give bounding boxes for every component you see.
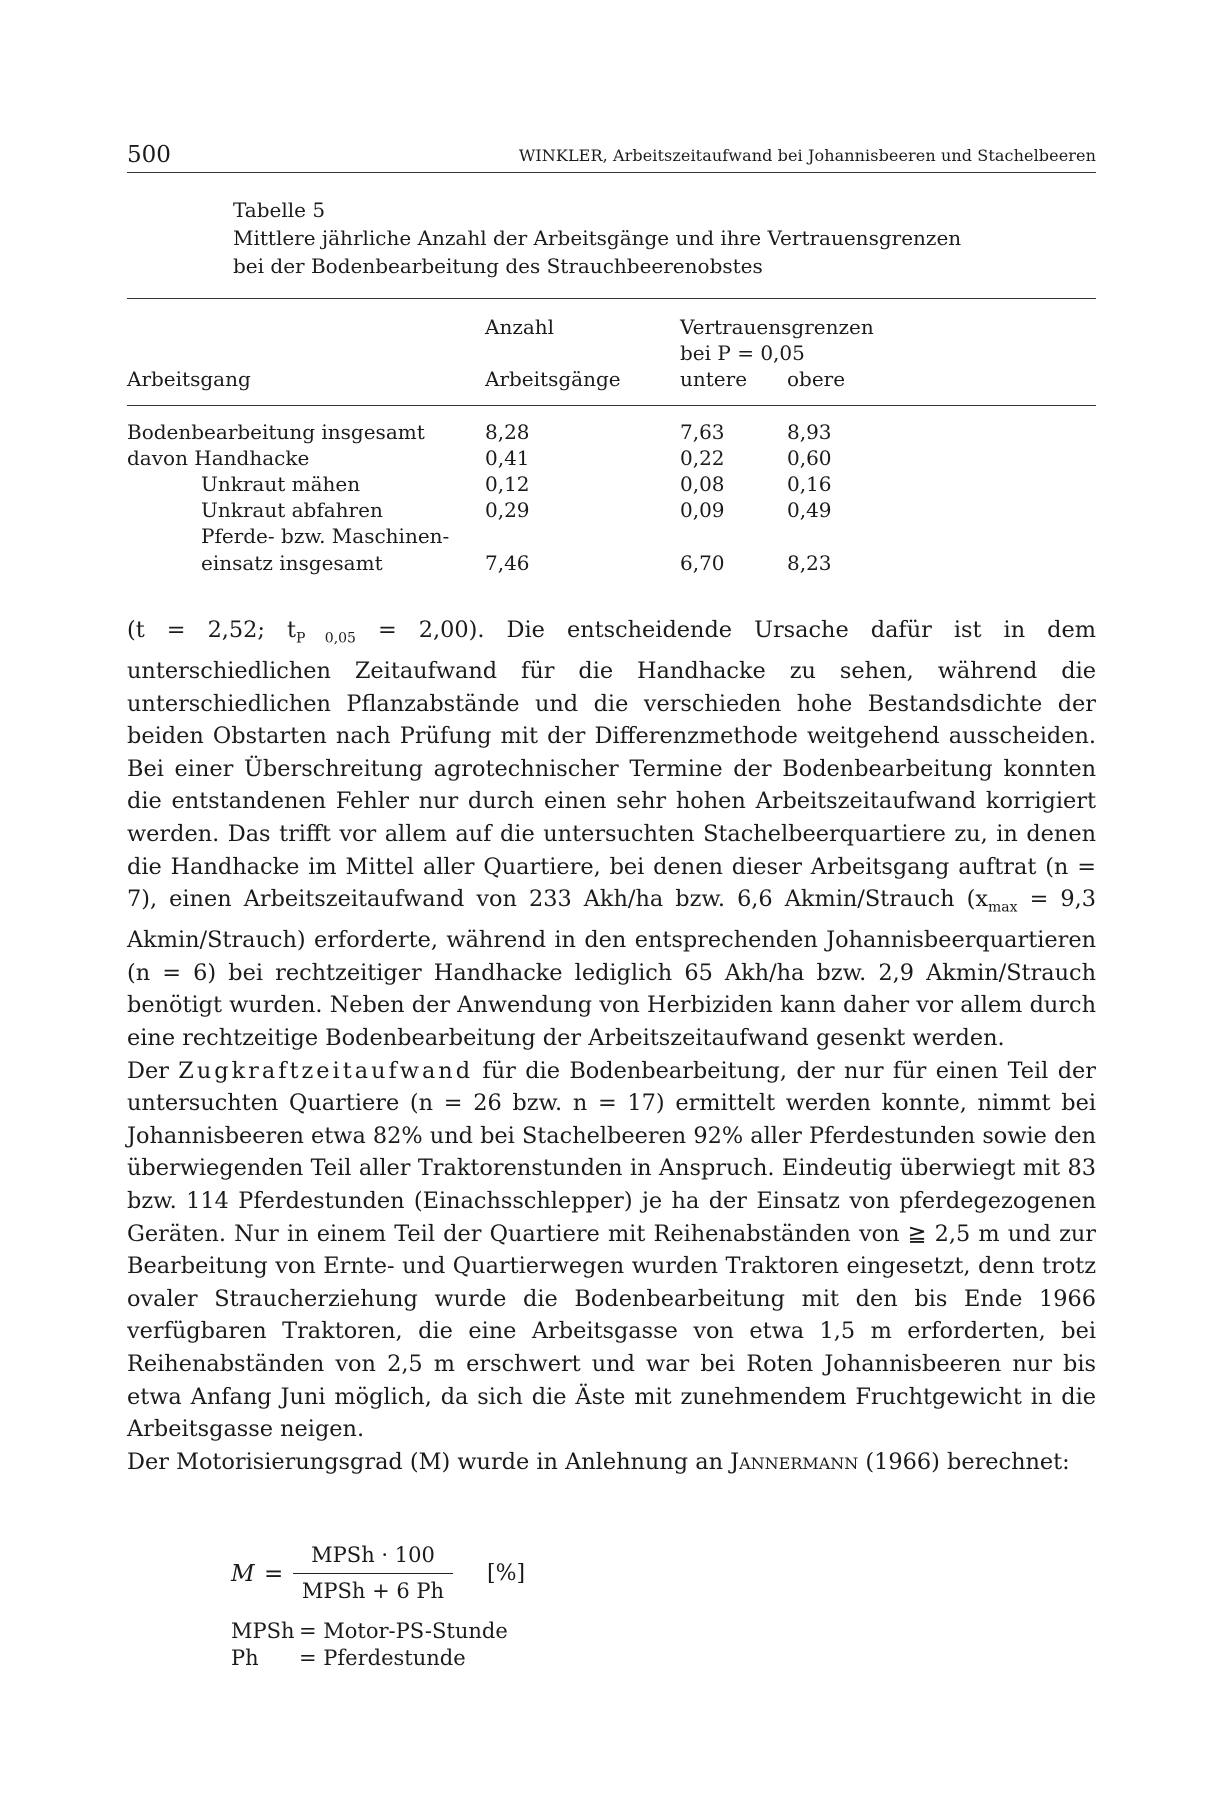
row-label: Bodenbearbeitung insgesamt [127,420,425,444]
row-label: Unkraut mähen [201,472,361,496]
legend-row [231,1618,631,1645]
formula-legend [231,1618,631,1672]
p1-text-b: = 9,3 Akmin/Strauch) erforderte, während in den entsprechenden Johannisbeerquartieren (n = 6) bei rechtzeitiger Handhacke lediglich 65 Akh/ha bzw. 2,9 Akmin/Strauch benötigt wurden. Neben der Anwendung von Herbiziden kann daher vor allem durch eine rechtzeitige Bodenbearbeitung der Arbeitszeitaufwand gesenkt werden. [127,886,1096,1052]
row-untere: 7,63 [680,420,725,444]
table-row [127,446,1096,472]
row-obere: 8,93 [787,420,832,444]
p2-text: für die Bodenbearbeitung, der nur für einen Teil der untersuchten Quartiere (n = 26 bzw. n = 17) ermittelt werden konnte, nimmt bei Johannisbeeren etwa 82% und bei Stachelbeeren 92% aller Pferdestunden sowie den überwiegenden Teil aller Traktorenstunden in Anspruch. Eindeutig überwiegt mit 83 bzw. 114 Pferdestunden (Einachsschlepper) je ha der Einsatz von pferdegezogenen Geräten. Nur in einem Teil der Quartiere mit Reihenabständen von ≧ 2,5 m und zur Bearbeitung von Ernte- und Quartierwegen wurden Traktoren eingesetzt, denn trotz ovaler Straucherziehung wurde die Bodenbearbeitung mit den bis Ende 1966 verfügbaren Traktoren, die eine Arbeitsgasse von etwa 1,5 m erforderten, bei Reihenabständen von 2,5 m erschwert und war bei Roten Johannisbeeren nur bis etwa Anfang Juni möglich, da sich die Äste mit zunehmendem Fruchtgewicht in die Arbeitsgasse neigen. [127,1057,1097,1443]
paragraph-2 [127,1055,1096,1446]
data-table [127,298,1096,591]
header-anzahl: Anzahl [485,315,555,339]
formula-numerator: MPSh · 100 [311,1543,435,1567]
header-untere: untere [680,367,748,391]
row-label: Unkraut abfahren [201,498,383,522]
running-header [127,138,1096,173]
header-arbeitsgang: Arbeitsgang [127,367,251,391]
table-row [127,472,1096,498]
table-label: Tabelle 5 [233,198,326,222]
table-header [127,299,1096,399]
fraction-bar [293,1573,453,1574]
legend-row [231,1645,631,1672]
row-untere: 6,70 [680,551,725,575]
table-caption [233,196,993,280]
row-untere: 0,08 [680,472,725,496]
p1-pre: (t = 2,52; t [127,617,296,643]
p3-author: Jannermann [730,1448,859,1475]
p1-text-a: = 2,00). Die entscheidende Ursache dafür ist in dem unterschiedlichen Zeitaufwand für die Handhacke zu sehen, während die unterschiedlichen Pflanzabstände und die verschieden hohe Bestandsdichte der beiden Obstarten nach Prüfung mit der Differenzmethode weitgehend ausscheiden. Bei einer Überschreitung agrotechnischer Termine der Bodenbearbeitung konnten die entstandenen Fehler nur durch einen sehr hohen Arbeitszeitaufwand korrigiert werden. Das trifft vor allem auf die untersuchten Stachelbeerquartiere zu, in denen die Handhacke im Mittel aller Quartiere, bei denen dieser Arbeitsgang auftrat (n = 7), einen Arbeitszeitaufwand von 233 Akh/ha bzw. 6,6 Akmin/Strauch (x [127,617,1096,913]
table-row [127,498,1096,524]
row-untere: 0,09 [680,498,725,522]
paragraph-1 [127,614,1096,1055]
table-row [127,524,1096,550]
formula-unit: [%] [487,1561,526,1586]
row-label: einsatz insgesamt [201,551,383,575]
header-bei-p: bei P = 0,05 [680,341,805,365]
running-title: WINKLER, Arbeitszeitaufwand bei Johannisbeeren und Stachelbeeren [518,146,1096,165]
row-untere: 0,22 [680,446,725,470]
header-obere: obere [787,367,846,391]
legend-def: = Pferdestunde [299,1646,466,1670]
p3-text-a: Der Motorisierungsgrad (M) wurde in Anlehnung an [127,1448,731,1475]
row-anzahl: 0,29 [485,498,530,522]
table-row [127,420,1096,446]
row-anzahl: 0,41 [485,446,530,470]
legend-def: = Motor-PS-Stunde [299,1619,508,1643]
table-row [127,551,1096,577]
row-label: Pferde- bzw. Maschinen- [201,524,450,548]
row-label: davon Handhacke [127,446,310,470]
header-vertrauensgrenzen: Vertrauensgrenzen [680,315,874,339]
formula-denominator: MPSh + 6 Ph [301,1579,445,1603]
row-obere: 0,60 [787,446,832,470]
header-arbeitsgaenge: Arbeitsgänge [485,367,621,391]
p3-text-b: (1966) berechnet: [858,1448,1070,1475]
p2-lead: Der [127,1057,179,1084]
table-body [127,406,1096,591]
row-anzahl: 0,12 [485,472,530,496]
row-anzahl: 8,28 [485,420,530,444]
formula-lhs: M [231,1561,255,1587]
row-obere: 8,23 [787,551,832,575]
p2-spaced-term: Zugkraftzeitaufwand [178,1057,474,1084]
row-anzahl: 7,46 [485,551,530,575]
formula-equals: = [264,1561,284,1587]
page-number: 500 [127,142,171,168]
body-text [127,614,1096,1478]
paragraph-3 [127,1446,1096,1479]
legend-abbr: Ph [231,1646,259,1670]
p1-subscript-max: max [988,899,1018,916]
p1-subscript: P 0,05 [296,630,356,647]
row-obere: 0,49 [787,498,832,522]
row-obere: 0,16 [787,472,832,496]
table-title: Mittlere jährliche Anzahl der Arbeitsgänge und ihre Vertrauensgrenzen bei der Bodenbearbeitung des Strauchbeerenobstes [233,226,962,278]
legend-abbr: MPSh [231,1619,295,1643]
